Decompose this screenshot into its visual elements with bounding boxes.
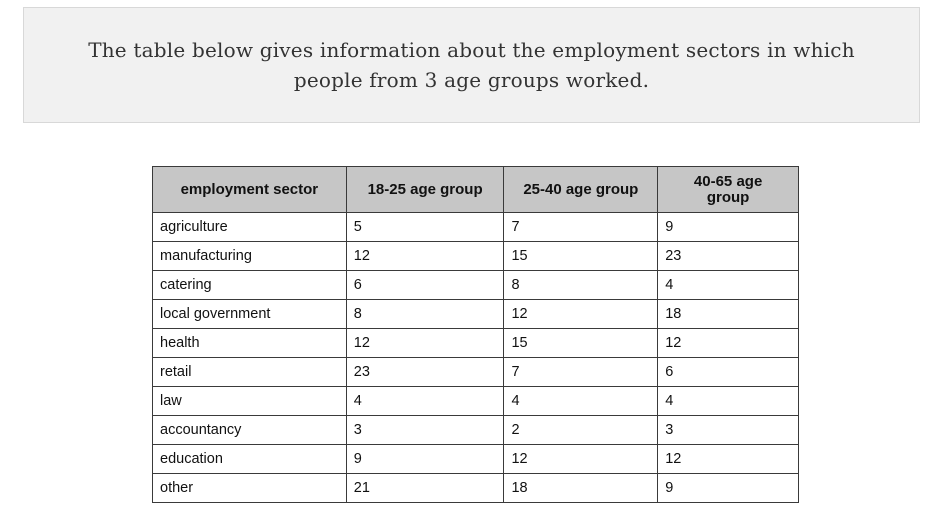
value-cell: 5 bbox=[346, 213, 504, 242]
column-header: 18-25 age group bbox=[346, 167, 504, 213]
value-cell: 6 bbox=[658, 358, 799, 387]
value-cell: 4 bbox=[346, 387, 504, 416]
table-row bbox=[153, 300, 799, 329]
table-row bbox=[153, 387, 799, 416]
value-cell: 12 bbox=[658, 329, 799, 358]
task-prompt-text: The table below gives information about the employment sectors in which people from 3 age groups worked. bbox=[88, 38, 855, 92]
value-cell: 12 bbox=[346, 329, 504, 358]
table-row bbox=[153, 474, 799, 503]
employment-table bbox=[152, 166, 799, 503]
table-row bbox=[153, 358, 799, 387]
value-cell: 9 bbox=[346, 445, 504, 474]
sector-cell: education bbox=[153, 445, 347, 474]
value-cell: 15 bbox=[504, 242, 658, 271]
value-cell: 8 bbox=[346, 300, 504, 329]
value-cell: 18 bbox=[504, 474, 658, 503]
value-cell: 9 bbox=[658, 213, 799, 242]
value-cell: 4 bbox=[658, 271, 799, 300]
sector-cell: retail bbox=[153, 358, 347, 387]
value-cell: 3 bbox=[346, 416, 504, 445]
value-cell: 7 bbox=[504, 213, 658, 242]
value-cell: 23 bbox=[658, 242, 799, 271]
table-body bbox=[153, 213, 799, 503]
value-cell: 4 bbox=[504, 387, 658, 416]
sector-cell: accountancy bbox=[153, 416, 347, 445]
sector-cell: health bbox=[153, 329, 347, 358]
column-header: employment sector bbox=[153, 167, 347, 213]
value-cell: 12 bbox=[658, 445, 799, 474]
table-row bbox=[153, 271, 799, 300]
value-cell: 3 bbox=[658, 416, 799, 445]
value-cell: 12 bbox=[346, 242, 504, 271]
value-cell: 12 bbox=[504, 445, 658, 474]
sector-cell: local government bbox=[153, 300, 347, 329]
sector-cell: agriculture bbox=[153, 213, 347, 242]
value-cell: 15 bbox=[504, 329, 658, 358]
sector-cell: catering bbox=[153, 271, 347, 300]
table-row bbox=[153, 329, 799, 358]
sector-cell: manufacturing bbox=[153, 242, 347, 271]
task-prompt-box bbox=[23, 7, 920, 123]
value-cell: 6 bbox=[346, 271, 504, 300]
table-header-row bbox=[153, 167, 799, 213]
table-row bbox=[153, 445, 799, 474]
value-cell: 8 bbox=[504, 271, 658, 300]
sector-cell: law bbox=[153, 387, 347, 416]
value-cell: 12 bbox=[504, 300, 658, 329]
value-cell: 4 bbox=[658, 387, 799, 416]
value-cell: 23 bbox=[346, 358, 504, 387]
value-cell: 21 bbox=[346, 474, 504, 503]
value-cell: 18 bbox=[658, 300, 799, 329]
table-row bbox=[153, 242, 799, 271]
table-row bbox=[153, 213, 799, 242]
column-header: 25-40 age group bbox=[504, 167, 658, 213]
value-cell: 7 bbox=[504, 358, 658, 387]
value-cell: 9 bbox=[658, 474, 799, 503]
sector-cell: other bbox=[153, 474, 347, 503]
value-cell: 2 bbox=[504, 416, 658, 445]
table-row bbox=[153, 416, 799, 445]
column-header: 40-65 age group bbox=[658, 167, 799, 213]
